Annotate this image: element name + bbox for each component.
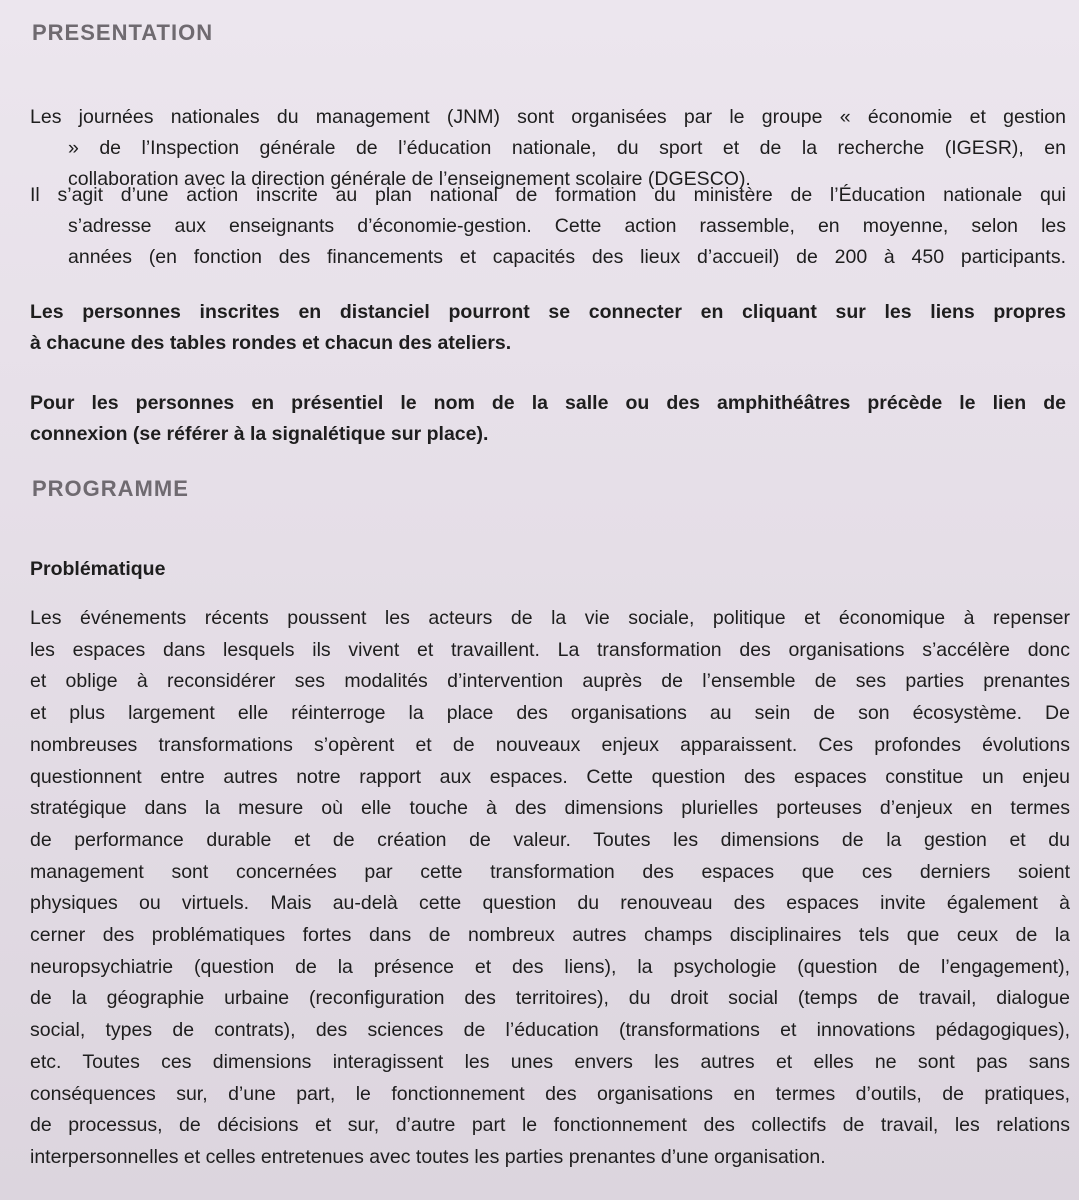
subsection-title-problematique: Problématique xyxy=(30,558,166,580)
section-title-presentation: PRESENTATION xyxy=(32,20,214,45)
text-line: de performance durable et de création de valeur. Toutes les dimensions de la gestion et du xyxy=(30,828,1070,851)
onsite-access-paragraph xyxy=(30,388,1066,450)
text-line: nombreuses transformations s’opèrent et de nouveaux enjeux apparaissent. Ces profondes évolutions xyxy=(30,733,1070,756)
text-line: les espaces dans lesquels ils vivent et travaillent. La transformation des organisations s’accélère donc xyxy=(30,638,1070,661)
text-line: social, types de contrats), des sciences de l’éducation (transformations et innovations pédagogiques), xyxy=(30,1019,1070,1042)
text-line: connexion (se référer à la signalétique sur place). xyxy=(30,423,489,445)
text-line: Les journées nationales du management (JNM) sont organisées par le groupe « économie et gestion xyxy=(30,106,1066,128)
text-line: conséquences sur, d’une part, le fonctionnement des organisations en termes d’outils, de pratiques, xyxy=(30,1082,1070,1105)
text-line: s’adresse aux enseignants d’économie-gestion. Cette action rassemble, en moyenne, selon les xyxy=(68,215,1066,237)
text-line: physiques ou virtuels. Mais au-delà cette question du renouveau des espaces invite également à xyxy=(30,892,1070,915)
text-line: » de l’Inspection générale de l’éducation nationale, du sport et de la recherche (IGESR), en xyxy=(68,137,1066,159)
action-paragraph xyxy=(30,180,1066,273)
text-line: et plus largement elle réinterroge la place des organisations au sein de son écosystème. De xyxy=(30,702,1070,725)
text-line: Il s’agit d’une action inscrite au plan national de formation du ministère de l’Éducation nationale qui xyxy=(30,184,1066,206)
text-line: interpersonnelles et celles entretenues avec toutes les parties prenantes d’une organisation. xyxy=(30,1145,826,1168)
text-line: questionnent entre autres notre rapport aux espaces. Cette question des espaces constitue un enjeu xyxy=(30,765,1070,788)
text-line: Pour les personnes en présentiel le nom de la salle ou des amphithéâtres précède le lien de xyxy=(30,392,1066,414)
problematique-paragraph xyxy=(30,603,1070,1174)
text-line: collaboration avec la direction générale de l’enseignement scolaire (DGESCO). xyxy=(68,168,751,190)
text-line: stratégique dans la mesure où elle touche à des dimensions plurielles porteuses d’enjeux en termes xyxy=(30,797,1070,820)
online-access-paragraph xyxy=(30,297,1066,359)
text-line: de la géographie urbaine (reconfiguration des territoires), du droit social (temps de travail, dialogue xyxy=(30,987,1070,1010)
text-line: etc. Toutes ces dimensions interagissent les unes envers les autres et elles ne sont pas sans xyxy=(30,1050,1070,1073)
section-title-programme: PROGRAMME xyxy=(32,476,189,501)
text-line: Les événements récents poussent les acteurs de la vie sociale, politique et économique à repenser xyxy=(30,607,1070,629)
text-line: neuropsychiatrie (question de la présence et des liens), la psychologie (question de l’engagement), xyxy=(30,955,1070,978)
text-line: cerner des problématiques fortes dans de nombreux autres champs disciplinaires tels que ceux de la xyxy=(30,924,1070,947)
text-line: et oblige à reconsidérer ses modalités d’intervention auprès de l’ensemble de ses parties prenantes xyxy=(30,670,1070,693)
text-line: Les personnes inscrites en distanciel pourront se connecter en cliquant sur les liens propres xyxy=(30,301,1066,323)
text-line: de processus, de décisions et sur, d’autre part le fonctionnement des collectifs de travail, les relations xyxy=(30,1114,1070,1137)
text-line: années (en fonction des financements et capacités des lieux d’accueil) de 200 à 450 participants. xyxy=(68,246,1066,268)
text-line: management sont concernées par cette transformation des espaces que ces derniers soient xyxy=(30,860,1070,883)
text-line: à chacune des tables rondes et chacun des ateliers. xyxy=(30,332,512,354)
